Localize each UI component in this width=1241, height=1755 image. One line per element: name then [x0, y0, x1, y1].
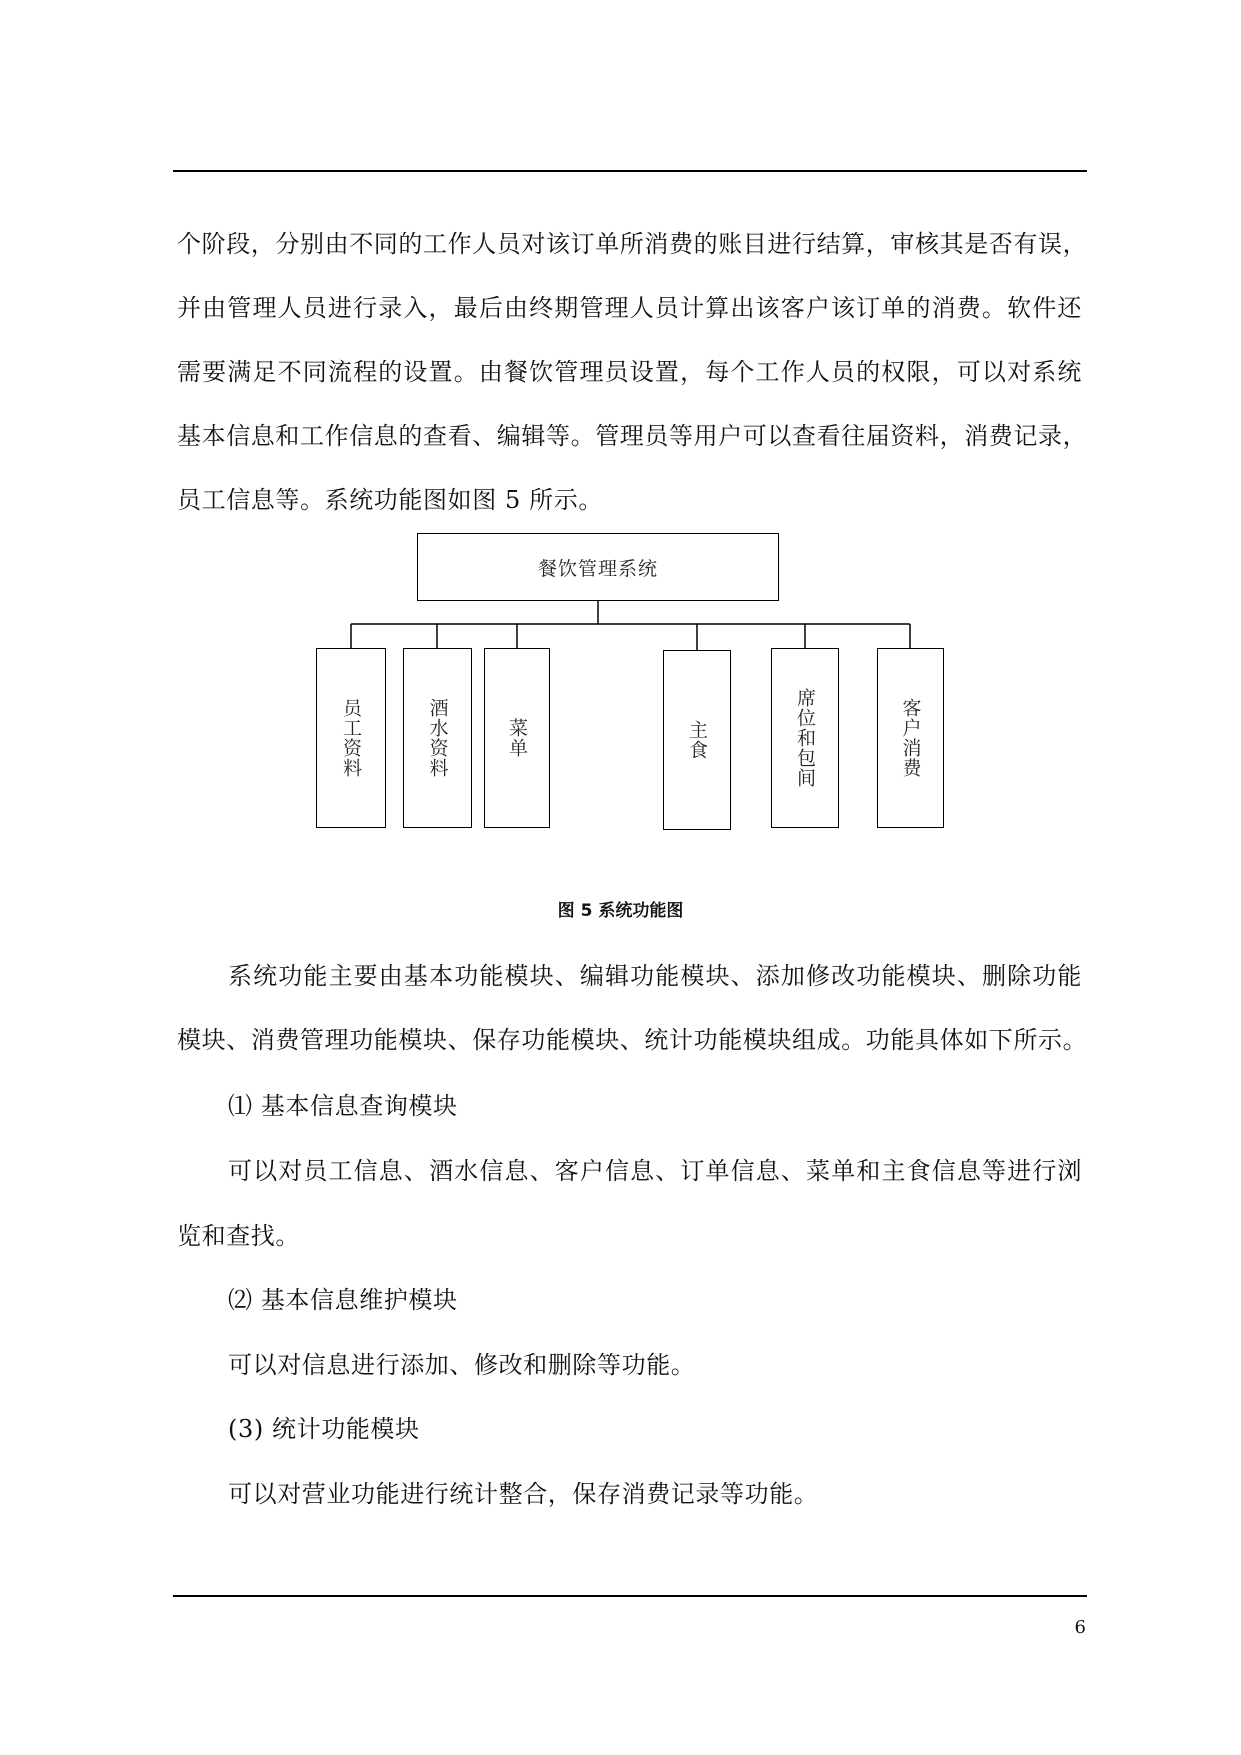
diagram-node-drinks: 酒水资料 [403, 648, 472, 828]
section-1-body-line-2: 览和查找。 [177, 1222, 300, 1250]
diagram-root-box: 餐饮管理系统 [417, 533, 779, 601]
diagram-node-staple-food: 主食 [663, 650, 731, 830]
diagram-node-menu: 菜单 [484, 648, 550, 828]
paragraph-2-line-1: 系统功能主要由基本功能模块、编辑功能模块、添加修改功能模块、删除功能 [228, 962, 1082, 990]
section-1-heading: ⑴ 基本信息查询模块 [228, 1092, 458, 1120]
diagram-node-customer-consumption: 客户消费 [877, 648, 944, 828]
header-rule [173, 170, 1087, 172]
paragraph-1-line-1: 个阶段，分别由不同的工作人员对该订单所消费的账目进行结算，审核其是否有误， [177, 230, 1088, 258]
figure-caption: 图 5 系统功能图 [557, 901, 684, 921]
section-2-heading: ⑵ 基本信息维护模块 [228, 1286, 458, 1314]
section-3-heading: (3) 统计功能模块 [228, 1415, 420, 1443]
section-2-body-line-1: 可以对信息进行添加、修改和删除等功能。 [228, 1351, 696, 1379]
system-function-diagram [310, 530, 950, 840]
footer-rule [173, 1595, 1087, 1597]
diagram-node-seats-rooms: 席位和包间 [771, 648, 839, 828]
section-1-body-line-1: 可以对员工信息、酒水信息、客户信息、订单信息、菜单和主食信息等进行浏 [228, 1157, 1082, 1185]
diagram-node-staff: 员工资料 [316, 648, 386, 828]
paragraph-1-line-4: 基本信息和工作信息的查看、编辑等。管理员等用户可以查看往届资料，消费记录， [177, 422, 1088, 450]
section-3-body-line-1: 可以对营业功能进行统计整合，保存消费记录等功能。 [228, 1480, 819, 1508]
page-number: 6 [1074, 1617, 1086, 1638]
paragraph-2-line-2: 模块、消费管理功能模块、保存功能模块、统计功能模块组成。功能具体如下所示。 [177, 1026, 1088, 1054]
paragraph-1-line-5: 员工信息等。系统功能图如图 5 所示。 [177, 486, 603, 514]
paragraph-1-line-2: 并由管理人员进行录入，最后由终期管理人员计算出该客户该订单的消费。软件还 [177, 294, 1082, 322]
paragraph-1-line-3: 需要满足不同流程的设置。由餐饮管理员设置，每个工作人员的权限，可以对系统 [177, 358, 1082, 386]
